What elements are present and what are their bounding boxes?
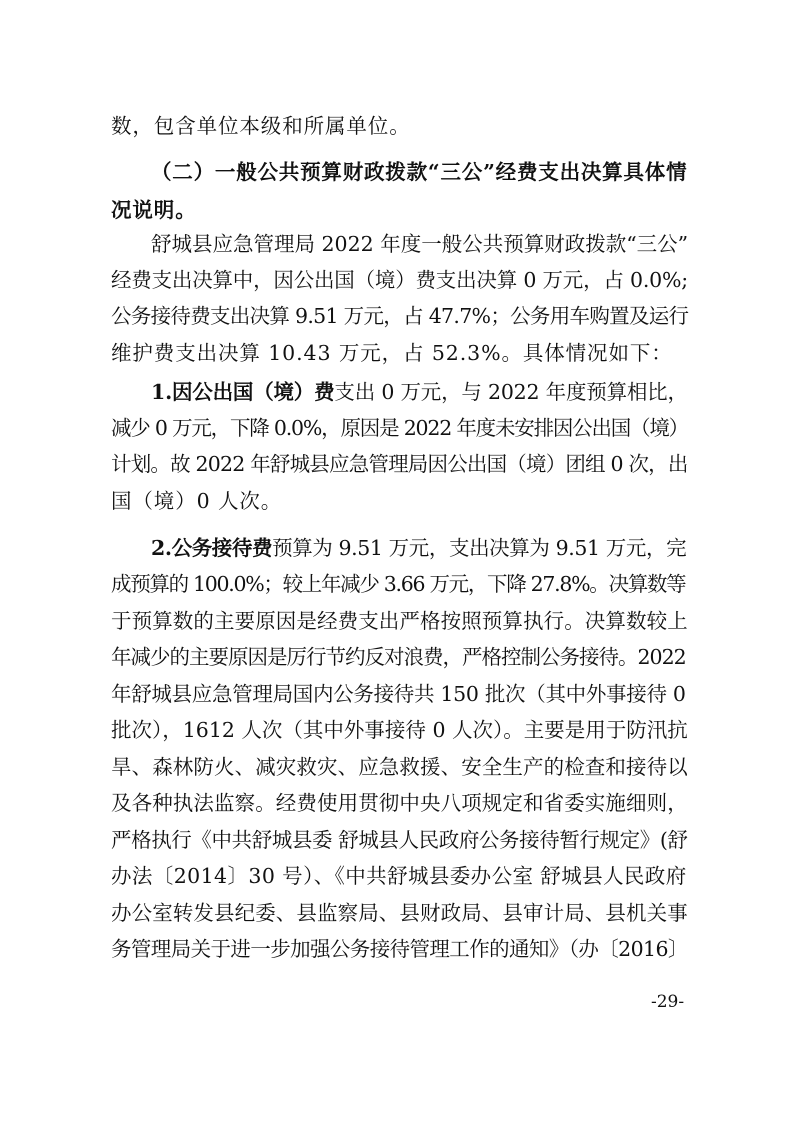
subsection-text: 支出 0 万元，与 2022 年度预算相比， bbox=[334, 380, 688, 404]
paragraph-line: 办法〔2014〕30 号）、《中共舒城县委办公室 舒城县人民政府 bbox=[111, 864, 687, 888]
paragraph-line: 严格执行《中共舒城县委 舒城县人民政府公务接待暂行规定》(舒 bbox=[111, 828, 688, 852]
page-number: -29- bbox=[651, 992, 685, 1012]
section-heading: （二）一般公共预算财政拨款“三公”经费支出决算具体情 bbox=[151, 160, 688, 184]
section-heading-continued: 况说明。 bbox=[111, 198, 197, 222]
paragraph-line: 成预算的 100.0%；较上年减少 3.66 万元，下降 27.8%。决算数等 bbox=[111, 572, 686, 596]
paragraph-line: 及各种执法监察。经费使用贯彻中央八项规定和省委实施细则， bbox=[111, 791, 688, 815]
subsection-line bbox=[151, 534, 686, 562]
subsection-title: 1.因公出国（境）费 bbox=[151, 380, 335, 404]
paragraph-line: 旱、森林防火、减灾救灾、应急救援、安全生产的检查和接待以 bbox=[111, 755, 688, 779]
paragraph-line: 办公室转发县纪委、县监察局、县财政局、县审计局、县机关事 bbox=[111, 901, 688, 925]
paragraph-line: 务管理局关于进一步加强公务接待管理工作的通知》（办〔2016〕 bbox=[111, 937, 688, 961]
subsection-line bbox=[151, 378, 688, 406]
paragraph-line: 经费支出决算中，因公出国（境）费支出决算 0 万元，占 0.0%; bbox=[111, 268, 688, 292]
paragraph-line: 公务接待费支出决算 9.51 万元，占 47.7%；公务用车购置及运行 bbox=[111, 304, 689, 328]
subsection-text: 预算为 9.51 万元，支出决算为 9.51 万元，完 bbox=[272, 536, 687, 560]
subsection-title: 2.公务接待费 bbox=[151, 536, 273, 560]
paragraph-line: 国（境）0 人次。 bbox=[111, 489, 283, 513]
paragraph-line: 减少 0 万元，下降 0.0%，原因是 2022 年度未安排因公出国（境） bbox=[111, 416, 688, 440]
paragraph-line: 数，包含单位本级和所属单位。 bbox=[111, 114, 411, 138]
paragraph-line: 批次），1612 人次（其中外事接待 0 人次）。主要是用于防汛抗 bbox=[111, 718, 688, 742]
paragraph-line: 计划。故 2022 年舒城县应急管理局因公出国（境）团组 0 次，出 bbox=[111, 452, 688, 476]
paragraph-line: 年减少的主要原因是厉行节约反对浪费，严格控制公务接待。2022 bbox=[111, 645, 686, 669]
paragraph-line: 维护费支出决算 10.43 万元，占 52.3%。具体情况如下： bbox=[111, 341, 673, 365]
paragraph-line: 年舒城县应急管理局国内公务接待共 150 批次（其中外事接待 0 bbox=[111, 682, 686, 706]
paragraph-line: 舒城县应急管理局 2022 年度一般公共预算财政拨款“三公” bbox=[151, 232, 689, 256]
paragraph-line: 于预算数的主要原因是经费支出严格按照预算执行。决算数较上 bbox=[111, 609, 688, 633]
